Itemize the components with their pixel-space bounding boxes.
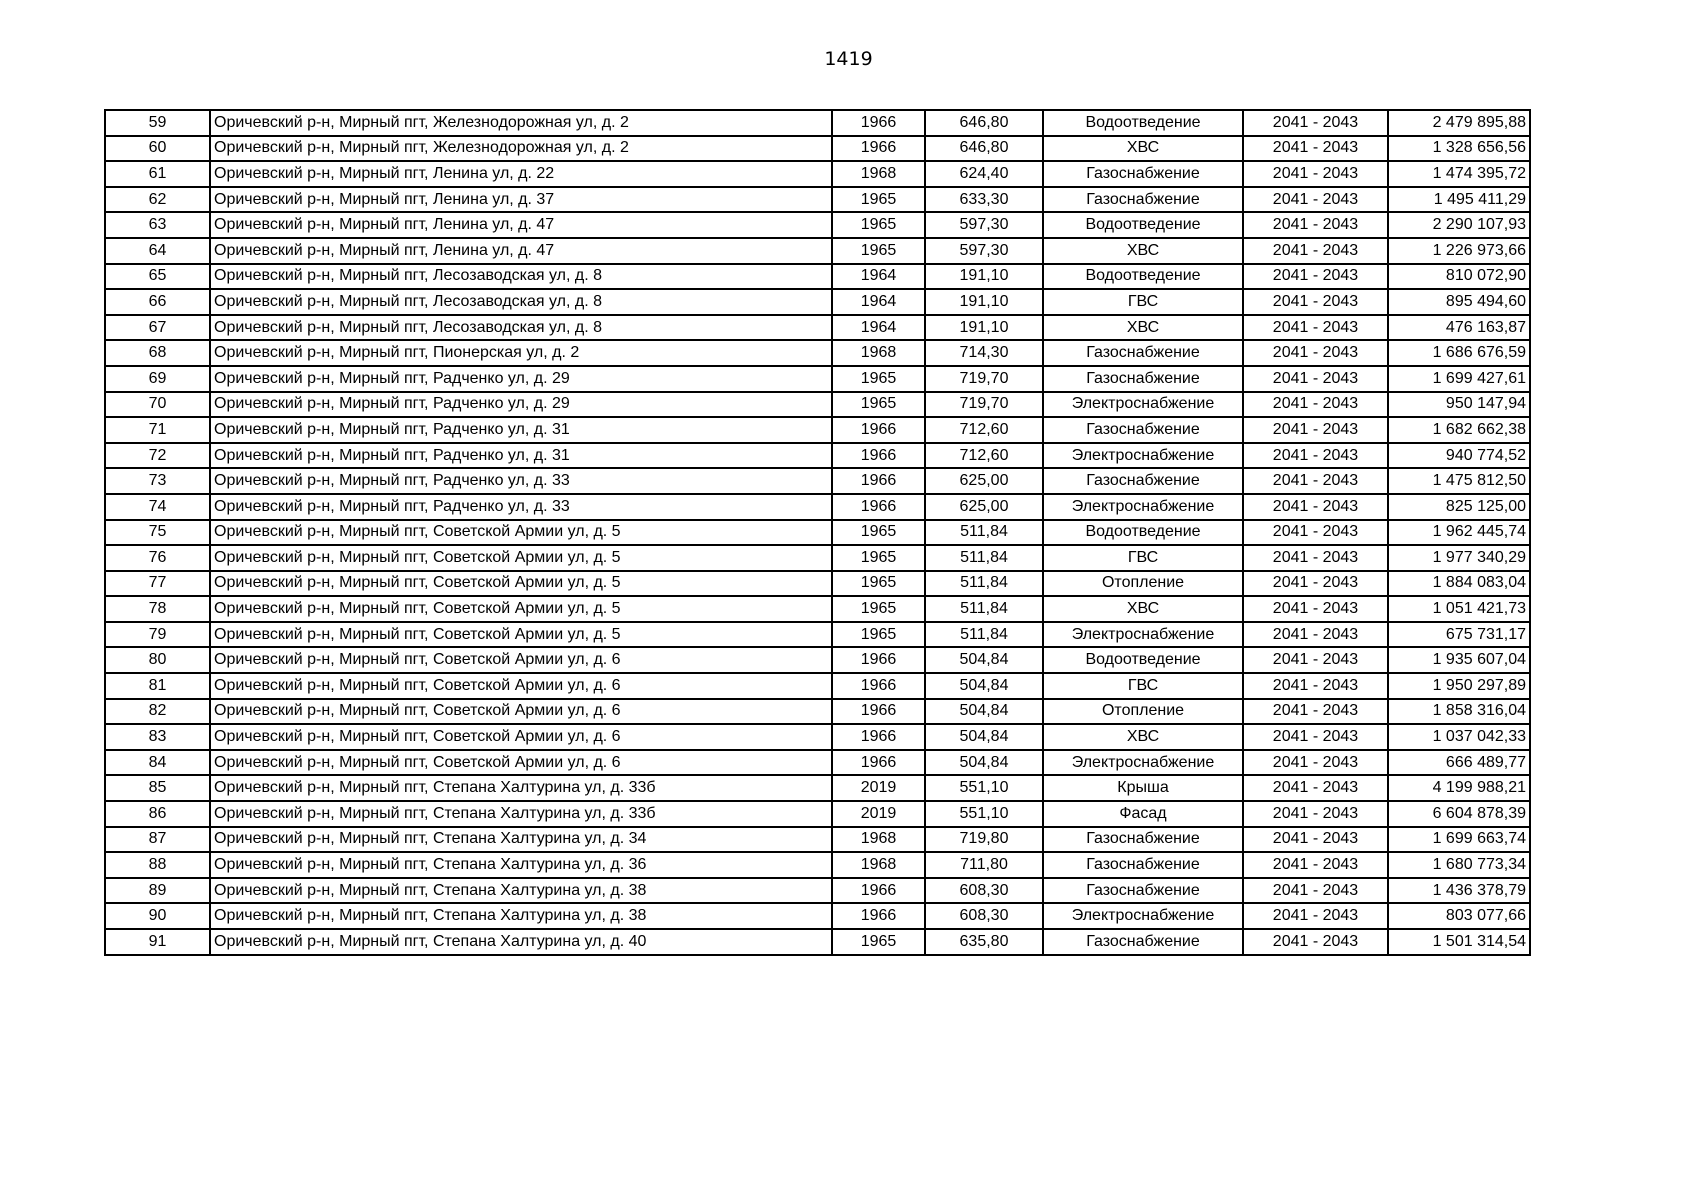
area-cell: 504,84 [925, 673, 1043, 699]
address-cell: Оричевский р-н, Мирный пгт, Степана Халтурина ул, д. 38 [210, 878, 832, 904]
period-cell: 2041 - 2043 [1243, 340, 1388, 366]
cost-cell: 1 475 812,50 [1388, 468, 1530, 494]
address-cell: Оричевский р-н, Мирный пгт, Степана Халтурина ул, д. 36 [210, 852, 832, 878]
row-number-cell: 71 [105, 417, 210, 443]
work-type-cell: Фасад [1043, 801, 1243, 827]
row-number-cell: 77 [105, 571, 210, 597]
address-cell: Оричевский р-н, Мирный пгт, Степана Халтурина ул, д. 40 [210, 929, 832, 955]
year-built-cell: 2019 [832, 801, 925, 827]
period-cell: 2041 - 2043 [1243, 315, 1388, 341]
table-row [105, 750, 1530, 776]
address-cell: Оричевский р-н, Мирный пгт, Ленина ул, д. 47 [210, 212, 832, 238]
table-row [105, 212, 1530, 238]
area-cell: 504,84 [925, 750, 1043, 776]
row-number-cell: 78 [105, 596, 210, 622]
year-built-cell: 1965 [832, 187, 925, 213]
row-number-cell: 81 [105, 673, 210, 699]
area-cell: 511,84 [925, 622, 1043, 648]
work-type-cell: Газоснабжение [1043, 417, 1243, 443]
table-row [105, 827, 1530, 853]
area-cell: 646,80 [925, 110, 1043, 136]
year-built-cell: 1965 [832, 596, 925, 622]
period-cell: 2041 - 2043 [1243, 289, 1388, 315]
area-cell: 714,30 [925, 340, 1043, 366]
area-cell: 635,80 [925, 929, 1043, 955]
year-built-cell: 1966 [832, 724, 925, 750]
cost-cell: 803 077,66 [1388, 903, 1530, 929]
address-cell: Оричевский р-н, Мирный пгт, Советской Армии ул, д. 6 [210, 673, 832, 699]
address-cell: Оричевский р-н, Мирный пгт, Радченко ул, д. 29 [210, 392, 832, 418]
period-cell: 2041 - 2043 [1243, 699, 1388, 725]
area-cell: 712,60 [925, 443, 1043, 469]
row-number-cell: 61 [105, 161, 210, 187]
work-type-cell: Отопление [1043, 571, 1243, 597]
year-built-cell: 1964 [832, 315, 925, 341]
work-type-cell: Газоснабжение [1043, 929, 1243, 955]
row-number-cell: 85 [105, 775, 210, 801]
cost-cell: 1 226 973,66 [1388, 238, 1530, 264]
row-number-cell: 70 [105, 392, 210, 418]
table-row [105, 289, 1530, 315]
work-type-cell: ХВС [1043, 136, 1243, 162]
table-row [105, 596, 1530, 622]
row-number-cell: 87 [105, 827, 210, 853]
period-cell: 2041 - 2043 [1243, 596, 1388, 622]
year-built-cell: 1966 [832, 417, 925, 443]
year-built-cell: 1966 [832, 903, 925, 929]
table-row [105, 775, 1530, 801]
work-type-cell: Газоснабжение [1043, 878, 1243, 904]
table-row [105, 136, 1530, 162]
period-cell: 2041 - 2043 [1243, 417, 1388, 443]
area-cell: 712,60 [925, 417, 1043, 443]
registry-table [104, 109, 1531, 956]
year-built-cell: 1968 [832, 852, 925, 878]
address-cell: Оричевский р-н, Мирный пгт, Советской Армии ул, д. 6 [210, 699, 832, 725]
year-built-cell: 1966 [832, 443, 925, 469]
cost-cell: 1 858 316,04 [1388, 699, 1530, 725]
area-cell: 633,30 [925, 187, 1043, 213]
work-type-cell: ХВС [1043, 724, 1243, 750]
period-cell: 2041 - 2043 [1243, 827, 1388, 853]
table-row [105, 417, 1530, 443]
address-cell: Оричевский р-н, Мирный пгт, Радченко ул, д. 33 [210, 494, 832, 520]
work-type-cell: Газоснабжение [1043, 187, 1243, 213]
cost-cell: 1 950 297,89 [1388, 673, 1530, 699]
year-built-cell: 1964 [832, 264, 925, 290]
work-type-cell: ХВС [1043, 315, 1243, 341]
cost-cell: 1 680 773,34 [1388, 852, 1530, 878]
work-type-cell: Электроснабжение [1043, 494, 1243, 520]
year-built-cell: 1965 [832, 366, 925, 392]
page-number: 1419 [824, 48, 873, 70]
work-type-cell: Водоотведение [1043, 212, 1243, 238]
table-row [105, 443, 1530, 469]
area-cell: 608,30 [925, 903, 1043, 929]
period-cell: 2041 - 2043 [1243, 136, 1388, 162]
period-cell: 2041 - 2043 [1243, 750, 1388, 776]
area-cell: 719,70 [925, 366, 1043, 392]
row-number-cell: 76 [105, 545, 210, 571]
work-type-cell: ХВС [1043, 238, 1243, 264]
work-type-cell: Газоснабжение [1043, 161, 1243, 187]
area-cell: 511,84 [925, 596, 1043, 622]
address-cell: Оричевский р-н, Мирный пгт, Лесозаводская ул, д. 8 [210, 315, 832, 341]
cost-cell: 1 935 607,04 [1388, 647, 1530, 673]
table-row [105, 622, 1530, 648]
row-number-cell: 59 [105, 110, 210, 136]
period-cell: 2041 - 2043 [1243, 443, 1388, 469]
address-cell: Оричевский р-н, Мирный пгт, Степана Халтурина ул, д. 38 [210, 903, 832, 929]
row-number-cell: 65 [105, 264, 210, 290]
address-cell: Оричевский р-н, Мирный пгт, Степана Халтурина ул, д. 34 [210, 827, 832, 853]
table-row [105, 724, 1530, 750]
area-cell: 191,10 [925, 264, 1043, 290]
work-type-cell: Электроснабжение [1043, 750, 1243, 776]
cost-cell: 895 494,60 [1388, 289, 1530, 315]
year-built-cell: 1964 [832, 289, 925, 315]
period-cell: 2041 - 2043 [1243, 903, 1388, 929]
work-type-cell: Электроснабжение [1043, 903, 1243, 929]
area-cell: 711,80 [925, 852, 1043, 878]
table-row [105, 315, 1530, 341]
period-cell: 2041 - 2043 [1243, 878, 1388, 904]
table-row [105, 340, 1530, 366]
work-type-cell: Газоснабжение [1043, 468, 1243, 494]
year-built-cell: 1966 [832, 136, 925, 162]
year-built-cell: 2019 [832, 775, 925, 801]
work-type-cell: Крыша [1043, 775, 1243, 801]
year-built-cell: 1968 [832, 161, 925, 187]
address-cell: Оричевский р-н, Мирный пгт, Пионерская ул, д. 2 [210, 340, 832, 366]
table-row [105, 392, 1530, 418]
work-type-cell: Газоснабжение [1043, 340, 1243, 366]
cost-cell: 950 147,94 [1388, 392, 1530, 418]
work-type-cell: Электроснабжение [1043, 443, 1243, 469]
area-cell: 504,84 [925, 724, 1043, 750]
period-cell: 2041 - 2043 [1243, 775, 1388, 801]
address-cell: Оричевский р-н, Мирный пгт, Лесозаводская ул, д. 8 [210, 264, 832, 290]
area-cell: 719,80 [925, 827, 1043, 853]
period-cell: 2041 - 2043 [1243, 647, 1388, 673]
cost-cell: 666 489,77 [1388, 750, 1530, 776]
table-row [105, 878, 1530, 904]
work-type-cell: Электроснабжение [1043, 392, 1243, 418]
table-row [105, 929, 1530, 955]
area-cell: 504,84 [925, 647, 1043, 673]
area-cell: 504,84 [925, 699, 1043, 725]
row-number-cell: 80 [105, 647, 210, 673]
work-type-cell: Газоснабжение [1043, 827, 1243, 853]
row-number-cell: 62 [105, 187, 210, 213]
cost-cell: 1 051 421,73 [1388, 596, 1530, 622]
year-built-cell: 1968 [832, 340, 925, 366]
address-cell: Оричевский р-н, Мирный пгт, Ленина ул, д. 22 [210, 161, 832, 187]
period-cell: 2041 - 2043 [1243, 494, 1388, 520]
period-cell: 2041 - 2043 [1243, 929, 1388, 955]
address-cell: Оричевский р-н, Мирный пгт, Советской Армии ул, д. 5 [210, 596, 832, 622]
row-number-cell: 91 [105, 929, 210, 955]
table-row [105, 187, 1530, 213]
work-type-cell: Водоотведение [1043, 647, 1243, 673]
cost-cell: 2 290 107,93 [1388, 212, 1530, 238]
table-row [105, 801, 1530, 827]
row-number-cell: 90 [105, 903, 210, 929]
address-cell: Оричевский р-н, Мирный пгт, Железнодорожная ул, д. 2 [210, 136, 832, 162]
area-cell: 625,00 [925, 468, 1043, 494]
year-built-cell: 1965 [832, 238, 925, 264]
table-row [105, 520, 1530, 546]
cost-cell: 1 474 395,72 [1388, 161, 1530, 187]
address-cell: Оричевский р-н, Мирный пгт, Советской Армии ул, д. 6 [210, 647, 832, 673]
period-cell: 2041 - 2043 [1243, 724, 1388, 750]
row-number-cell: 86 [105, 801, 210, 827]
work-type-cell: Электроснабжение [1043, 622, 1243, 648]
cost-cell: 1 962 445,74 [1388, 520, 1530, 546]
address-cell: Оричевский р-н, Мирный пгт, Советской Армии ул, д. 5 [210, 520, 832, 546]
row-number-cell: 72 [105, 443, 210, 469]
table-row [105, 366, 1530, 392]
row-number-cell: 88 [105, 852, 210, 878]
row-number-cell: 83 [105, 724, 210, 750]
address-cell: Оричевский р-н, Мирный пгт, Советской Армии ул, д. 6 [210, 724, 832, 750]
table-row [105, 699, 1530, 725]
cost-cell: 940 774,52 [1388, 443, 1530, 469]
period-cell: 2041 - 2043 [1243, 801, 1388, 827]
year-built-cell: 1966 [832, 673, 925, 699]
row-number-cell: 89 [105, 878, 210, 904]
row-number-cell: 69 [105, 366, 210, 392]
cost-cell: 1 501 314,54 [1388, 929, 1530, 955]
table-row [105, 545, 1530, 571]
year-built-cell: 1965 [832, 392, 925, 418]
table-row [105, 852, 1530, 878]
period-cell: 2041 - 2043 [1243, 212, 1388, 238]
row-number-cell: 79 [105, 622, 210, 648]
area-cell: 597,30 [925, 238, 1043, 264]
cost-cell: 1 328 656,56 [1388, 136, 1530, 162]
address-cell: Оричевский р-н, Мирный пгт, Радченко ул, д. 33 [210, 468, 832, 494]
row-number-cell: 73 [105, 468, 210, 494]
table-row [105, 673, 1530, 699]
row-number-cell: 67 [105, 315, 210, 341]
work-type-cell: ХВС [1043, 596, 1243, 622]
area-cell: 597,30 [925, 212, 1043, 238]
area-cell: 511,84 [925, 571, 1043, 597]
table-row [105, 110, 1530, 136]
address-cell: Оричевский р-н, Мирный пгт, Советской Армии ул, д. 6 [210, 750, 832, 776]
cost-cell: 1 436 378,79 [1388, 878, 1530, 904]
area-cell: 511,84 [925, 545, 1043, 571]
work-type-cell: Газоснабжение [1043, 852, 1243, 878]
year-built-cell: 1966 [832, 878, 925, 904]
row-number-cell: 82 [105, 699, 210, 725]
cost-cell: 675 731,17 [1388, 622, 1530, 648]
area-cell: 646,80 [925, 136, 1043, 162]
period-cell: 2041 - 2043 [1243, 366, 1388, 392]
period-cell: 2041 - 2043 [1243, 622, 1388, 648]
area-cell: 608,30 [925, 878, 1043, 904]
cost-cell: 1 495 411,29 [1388, 187, 1530, 213]
area-cell: 191,10 [925, 289, 1043, 315]
address-cell: Оричевский р-н, Мирный пгт, Лесозаводская ул, д. 8 [210, 289, 832, 315]
area-cell: 625,00 [925, 494, 1043, 520]
year-built-cell: 1965 [832, 545, 925, 571]
work-type-cell: ГВС [1043, 289, 1243, 315]
cost-cell: 1 884 083,04 [1388, 571, 1530, 597]
registry-table-body [105, 110, 1530, 955]
address-cell: Оричевский р-н, Мирный пгт, Ленина ул, д. 47 [210, 238, 832, 264]
row-number-cell: 64 [105, 238, 210, 264]
area-cell: 511,84 [925, 520, 1043, 546]
address-cell: Оричевский р-н, Мирный пгт, Степана Халтурина ул, д. 33б [210, 801, 832, 827]
cost-cell: 1 977 340,29 [1388, 545, 1530, 571]
cost-cell: 6 604 878,39 [1388, 801, 1530, 827]
period-cell: 2041 - 2043 [1243, 852, 1388, 878]
area-cell: 551,10 [925, 775, 1043, 801]
address-cell: Оричевский р-н, Мирный пгт, Советской Армии ул, д. 5 [210, 622, 832, 648]
address-cell: Оричевский р-н, Мирный пгт, Советской Армии ул, д. 5 [210, 571, 832, 597]
area-cell: 191,10 [925, 315, 1043, 341]
work-type-cell: Газоснабжение [1043, 366, 1243, 392]
work-type-cell: Отопление [1043, 699, 1243, 725]
cost-cell: 476 163,87 [1388, 315, 1530, 341]
table-row [105, 264, 1530, 290]
work-type-cell: ГВС [1043, 545, 1243, 571]
work-type-cell: ГВС [1043, 673, 1243, 699]
period-cell: 2041 - 2043 [1243, 673, 1388, 699]
area-cell: 624,40 [925, 161, 1043, 187]
year-built-cell: 1965 [832, 520, 925, 546]
row-number-cell: 75 [105, 520, 210, 546]
work-type-cell: Водоотведение [1043, 264, 1243, 290]
table-row [105, 238, 1530, 264]
cost-cell: 1 037 042,33 [1388, 724, 1530, 750]
row-number-cell: 68 [105, 340, 210, 366]
year-built-cell: 1966 [832, 468, 925, 494]
row-number-cell: 63 [105, 212, 210, 238]
area-cell: 551,10 [925, 801, 1043, 827]
address-cell: Оричевский р-н, Мирный пгт, Степана Халтурина ул, д. 33б [210, 775, 832, 801]
area-cell: 719,70 [925, 392, 1043, 418]
year-built-cell: 1966 [832, 110, 925, 136]
year-built-cell: 1965 [832, 212, 925, 238]
year-built-cell: 1966 [832, 647, 925, 673]
year-built-cell: 1968 [832, 827, 925, 853]
cost-cell: 1 686 676,59 [1388, 340, 1530, 366]
table-row [105, 494, 1530, 520]
year-built-cell: 1965 [832, 571, 925, 597]
period-cell: 2041 - 2043 [1243, 520, 1388, 546]
cost-cell: 4 199 988,21 [1388, 775, 1530, 801]
table-row [105, 647, 1530, 673]
year-built-cell: 1966 [832, 699, 925, 725]
year-built-cell: 1966 [832, 750, 925, 776]
address-cell: Оричевский р-н, Мирный пгт, Радченко ул, д. 29 [210, 366, 832, 392]
year-built-cell: 1966 [832, 494, 925, 520]
year-built-cell: 1965 [832, 929, 925, 955]
cost-cell: 2 479 895,88 [1388, 110, 1530, 136]
period-cell: 2041 - 2043 [1243, 110, 1388, 136]
table-row [105, 571, 1530, 597]
table-row [105, 903, 1530, 929]
row-number-cell: 74 [105, 494, 210, 520]
address-cell: Оричевский р-н, Мирный пгт, Железнодорожная ул, д. 2 [210, 110, 832, 136]
cost-cell: 1 699 427,61 [1388, 366, 1530, 392]
period-cell: 2041 - 2043 [1243, 468, 1388, 494]
address-cell: Оричевский р-н, Мирный пгт, Ленина ул, д. 37 [210, 187, 832, 213]
table-row [105, 468, 1530, 494]
period-cell: 2041 - 2043 [1243, 545, 1388, 571]
row-number-cell: 84 [105, 750, 210, 776]
address-cell: Оричевский р-н, Мирный пгт, Радченко ул, д. 31 [210, 443, 832, 469]
year-built-cell: 1965 [832, 622, 925, 648]
period-cell: 2041 - 2043 [1243, 264, 1388, 290]
work-type-cell: Водоотведение [1043, 520, 1243, 546]
cost-cell: 825 125,00 [1388, 494, 1530, 520]
period-cell: 2041 - 2043 [1243, 161, 1388, 187]
period-cell: 2041 - 2043 [1243, 238, 1388, 264]
row-number-cell: 60 [105, 136, 210, 162]
address-cell: Оричевский р-н, Мирный пгт, Советской Армии ул, д. 5 [210, 545, 832, 571]
row-number-cell: 66 [105, 289, 210, 315]
cost-cell: 1 682 662,38 [1388, 417, 1530, 443]
period-cell: 2041 - 2043 [1243, 392, 1388, 418]
table-row [105, 161, 1530, 187]
address-cell: Оричевский р-н, Мирный пгт, Радченко ул, д. 31 [210, 417, 832, 443]
cost-cell: 1 699 663,74 [1388, 827, 1530, 853]
period-cell: 2041 - 2043 [1243, 187, 1388, 213]
work-type-cell: Водоотведение [1043, 110, 1243, 136]
cost-cell: 810 072,90 [1388, 264, 1530, 290]
period-cell: 2041 - 2043 [1243, 571, 1388, 597]
